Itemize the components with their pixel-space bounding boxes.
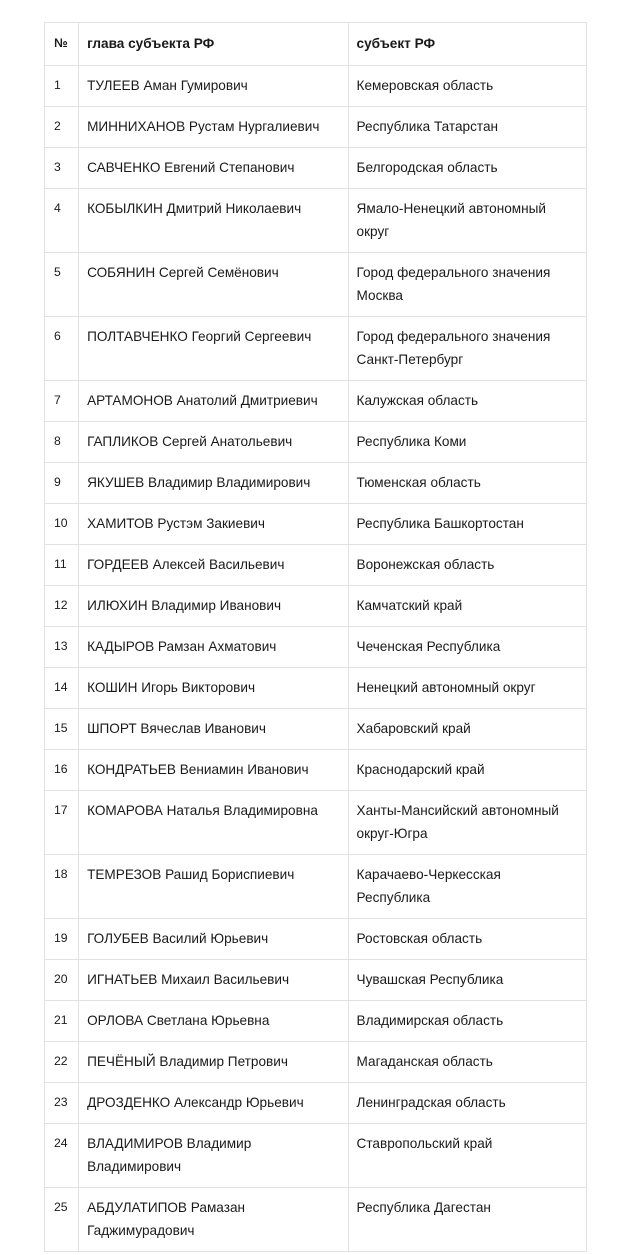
table-row [45,855,587,919]
row-number: 20 [45,960,79,1001]
row-number: 12 [45,586,79,627]
table-row [45,504,587,545]
row-governor-name: ПОЛТАВЧЕНКО Георгий Сергеевич [79,317,348,381]
row-number: 2 [45,107,79,148]
row-region: Республика Дагестан [348,1188,586,1252]
row-region: Камчатский край [348,586,586,627]
row-number: 11 [45,545,79,586]
row-governor-name: АБДУЛАТИПОВ Рамазан Гаджимурадович [79,1188,348,1252]
row-region: Ханты-Мансийский автономный округ-Югра [348,791,586,855]
row-region: Магаданская область [348,1042,586,1083]
row-region: Краснодарский край [348,750,586,791]
table-row [45,586,587,627]
table-row [45,791,587,855]
row-region: Ставропольский край [348,1124,586,1188]
table-row [45,66,587,107]
table-row [45,148,587,189]
row-region: Ненецкий автономный округ [348,668,586,709]
row-number: 6 [45,317,79,381]
row-governor-name: ЯКУШЕВ Владимир Владимирович [79,463,348,504]
row-governor-name: ДРОЗДЕНКО Александр Юрьевич [79,1083,348,1124]
row-region: Чувашская Республика [348,960,586,1001]
row-number: 5 [45,253,79,317]
row-number: 13 [45,627,79,668]
table-row [45,1083,587,1124]
row-region: Город федерального значения Санкт-Петербург [348,317,586,381]
table-row [45,107,587,148]
table-row [45,545,587,586]
row-region: Республика Башкортостан [348,504,586,545]
row-region: Ростовская область [348,919,586,960]
row-governor-name: ГАПЛИКОВ Сергей Анатольевич [79,422,348,463]
row-governor-name: ХАМИТОВ Рустэм Закиевич [79,504,348,545]
row-number: 23 [45,1083,79,1124]
row-governor-name: КАДЫРОВ Рамзан Ахматович [79,627,348,668]
row-region: Воронежская область [348,545,586,586]
table-row [45,668,587,709]
row-region: Карачаево-Черкесская Республика [348,855,586,919]
row-number: 1 [45,66,79,107]
row-governor-name: КОБЫЛКИН Дмитрий Николаевич [79,189,348,253]
row-governor-name: ИГНАТЬЕВ Михаил Васильевич [79,960,348,1001]
row-governor-name: КОНДРАТЬЕВ Вениамин Иванович [79,750,348,791]
row-governor-name: ГОРДЕЕВ Алексей Васильевич [79,545,348,586]
row-region: Чеченская Республика [348,627,586,668]
row-number: 22 [45,1042,79,1083]
table-header-row [45,23,587,66]
row-number: 18 [45,855,79,919]
table-row [45,381,587,422]
table-row [45,253,587,317]
row-number: 3 [45,148,79,189]
row-number: 10 [45,504,79,545]
row-governor-name: КОМАРОВА Наталья Владимировна [79,791,348,855]
row-number: 8 [45,422,79,463]
row-governor-name: МИННИХАНОВ Рустам Нургалиевич [79,107,348,148]
row-governor-name: АРТАМОНОВ Анатолий Дмитриевич [79,381,348,422]
row-governor-name: ВЛАДИМИРОВ Владимир Владимирович [79,1124,348,1188]
row-number: 24 [45,1124,79,1188]
row-region: Калужская область [348,381,586,422]
row-number: 21 [45,1001,79,1042]
row-governor-name: ГОЛУБЕВ Василий Юрьевич [79,919,348,960]
row-number: 9 [45,463,79,504]
row-governor-name: ТЕМРЕЗОВ Рашид Бориспиевич [79,855,348,919]
row-region: Хабаровский край [348,709,586,750]
table-row [45,919,587,960]
row-region: Белгородская область [348,148,586,189]
table-row [45,1042,587,1083]
table-row [45,627,587,668]
row-region: Республика Коми [348,422,586,463]
row-number: 15 [45,709,79,750]
row-region: Тюменская область [348,463,586,504]
row-number: 16 [45,750,79,791]
row-region: Республика Татарстан [348,107,586,148]
table-row [45,960,587,1001]
row-region: Ямало-Ненецкий автономный округ [348,189,586,253]
row-region: Город федерального значения Москва [348,253,586,317]
row-number: 19 [45,919,79,960]
table-row [45,709,587,750]
row-number: 7 [45,381,79,422]
row-governor-name: ПЕЧЁНЫЙ Владимир Петрович [79,1042,348,1083]
table-row [45,1001,587,1042]
table-row [45,750,587,791]
header-name: глава субъекта РФ [79,23,348,66]
row-governor-name: ТУЛЕЕВ Аман Гумирович [79,66,348,107]
row-region: Владимирская область [348,1001,586,1042]
header-number: № [45,23,79,66]
row-region: Кемеровская область [348,66,586,107]
table-row [45,422,587,463]
row-governor-name: ОРЛОВА Светлана Юрьевна [79,1001,348,1042]
row-governor-name: СОБЯНИН Сергей Семёнович [79,253,348,317]
header-region: субъект РФ [348,23,586,66]
row-governor-name: САВЧЕНКО Евгений Степанович [79,148,348,189]
table-row [45,1188,587,1252]
table-body [45,66,587,1252]
governors-table [44,22,587,1252]
row-governor-name: КОШИН Игорь Викторович [79,668,348,709]
row-governor-name: ШПОРТ Вячеслав Иванович [79,709,348,750]
row-number: 14 [45,668,79,709]
row-region: Ленинградская область [348,1083,586,1124]
table-row [45,317,587,381]
row-number: 4 [45,189,79,253]
row-number: 25 [45,1188,79,1252]
table-row [45,1124,587,1188]
table-row [45,463,587,504]
row-number: 17 [45,791,79,855]
table-row [45,189,587,253]
row-governor-name: ИЛЮХИН Владимир Иванович [79,586,348,627]
